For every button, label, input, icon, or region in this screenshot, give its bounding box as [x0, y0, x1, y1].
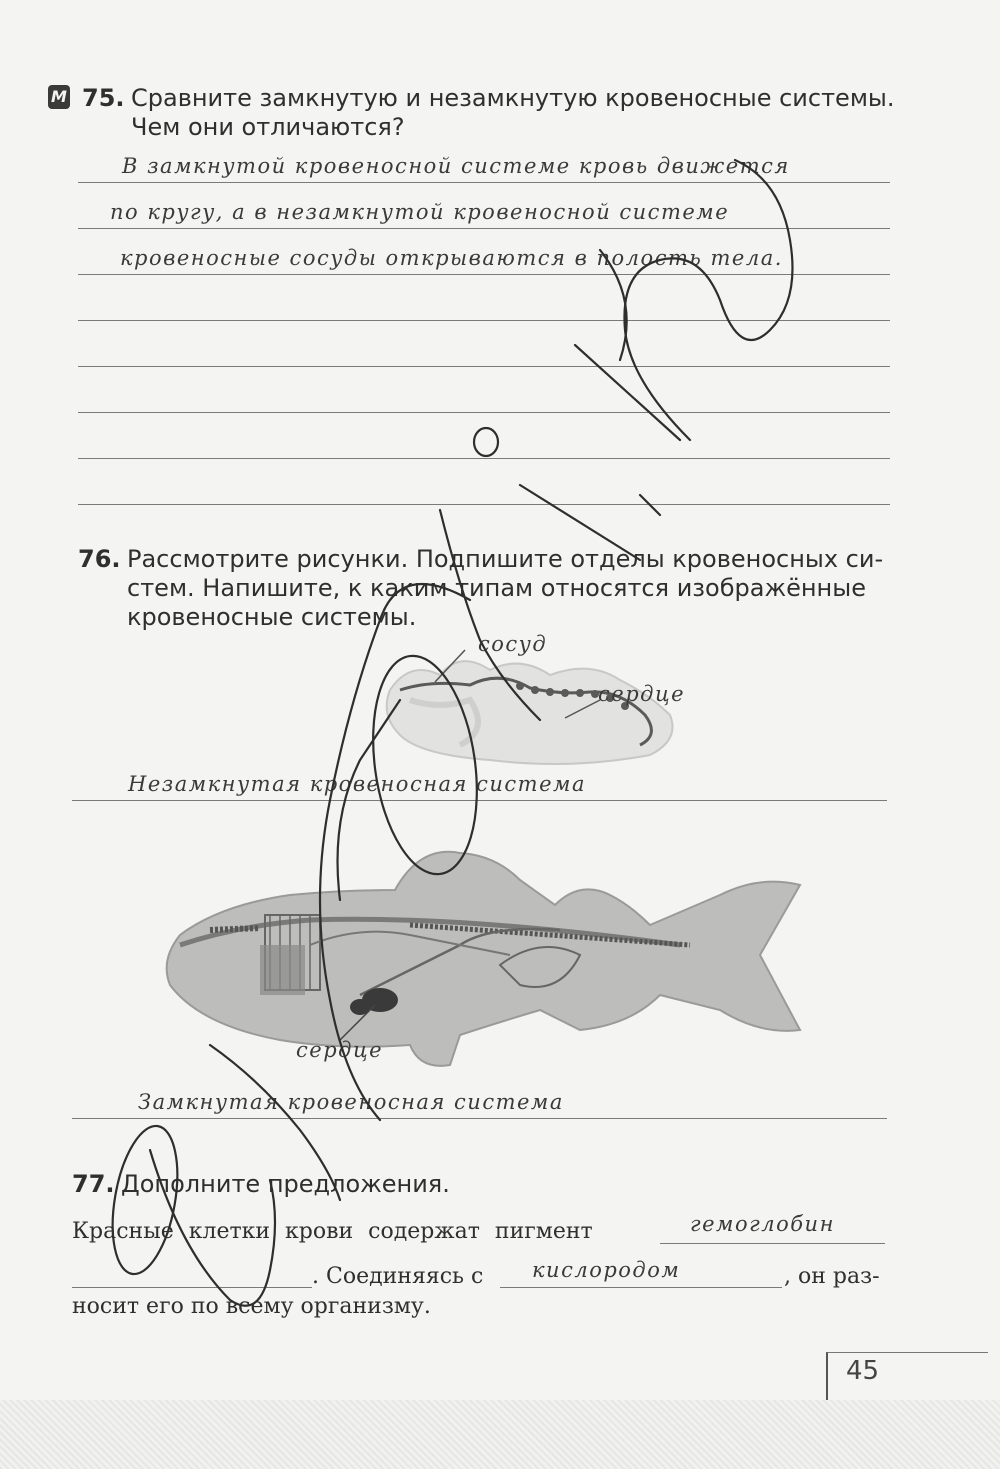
label-heart-fish: сердце [296, 1038, 384, 1062]
task-75-question-line-2: Чем они отличаются? [131, 113, 405, 141]
fill-answer-pigment: гемоглобин [690, 1212, 835, 1236]
task-75-question-line-1: Сравните замкнутую и незамкнутую кровеносные системы. [131, 84, 895, 112]
page-number: 45 [846, 1356, 880, 1386]
task-76-number: 76. [78, 545, 121, 573]
fill-answer-oxygen: кислородом [532, 1258, 681, 1282]
handwritten-answer-76-top: Незамкнутая кровеносная система [128, 772, 586, 796]
sentence-part-3: , он раз- [784, 1264, 880, 1289]
task-77-instruction: Дополните предложения. [121, 1170, 450, 1198]
task-76-question-line-2: стем. Напишите, к каким типам относятся изображённые [127, 574, 866, 602]
label-vessel: сосуд [478, 632, 548, 656]
methodical-badge-icon: М [48, 85, 70, 109]
handwritten-answer-75-line-1: В замкнутой кровеносной системе кровь движется [122, 154, 790, 178]
scan-noise [0, 1400, 1000, 1469]
handwritten-answer-76-bottom: Замкнутая кровеносная система [138, 1090, 564, 1114]
task-76-question-line-1: Рассмотрите рисунки. Подпишите отделы кровеносных си- [127, 545, 884, 573]
handwritten-answer-75-line-2: по кругу, а в незамкнутой кровеносной системе [110, 200, 730, 224]
task-77-number: 77. [72, 1170, 115, 1198]
label-heart-insect: сердце [598, 682, 686, 706]
handwritten-answer-75-line-3: кровеносные сосуды открываются в полость тела. [120, 246, 783, 270]
sentence-part-1: Красные клетки крови содержат пигмент [72, 1219, 593, 1244]
sentence-part-2: . Соединяясь с [312, 1264, 484, 1289]
task-76-question-line-3: кровеносные системы. [127, 603, 417, 631]
sentence-part-4: носит его по всему организму. [72, 1294, 431, 1319]
task-75-number: 75. [82, 84, 125, 112]
